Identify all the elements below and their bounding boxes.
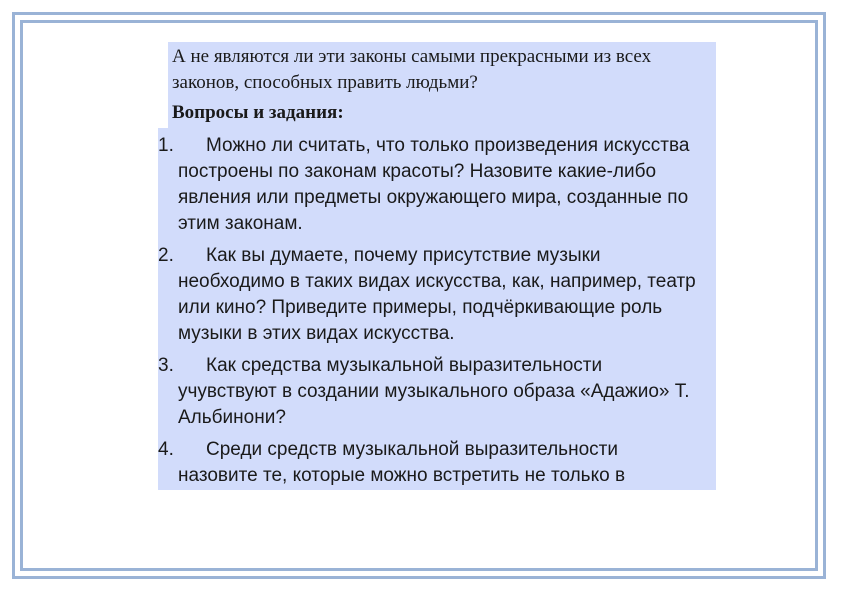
list-item-number: 2. <box>158 245 174 266</box>
list-item-text: Среди средств музыкальной выразительности назовите те, которые можно встретить не только в <box>178 439 626 486</box>
list-item-number: 4. <box>158 439 174 460</box>
list-item <box>158 243 698 347</box>
list-item <box>158 353 698 431</box>
list-item-text: Можно ли считать, что только произведения искусства построены по законам красоты? Назовите какие-либо явления или предметы окружающего мира, созданные по этим законам. <box>178 135 690 234</box>
list-item-text: Как средства музыкальной выразительности учувствуют в создании музыкального образа «Адажио» Т. Альбинони? <box>178 355 690 428</box>
intro-block <box>168 42 716 128</box>
list-item <box>158 133 698 237</box>
list-item-number: 1. <box>158 135 174 156</box>
intro-paragraph: А не являются ли эти законы самыми прекрасными из всех законов, способных править людьми? <box>172 46 652 93</box>
questions-list <box>158 128 716 490</box>
list-item-text: Как вы думаете, почему присутствие музыки необходимо в таких видах искусства, как, например, театр или кино? Приведите примеры, подчёркивающие роль музыки в этих видах искусства. <box>178 245 696 344</box>
list-item-number: 3. <box>158 355 174 376</box>
list-item <box>158 437 698 489</box>
questions-heading: Вопросы и задания: <box>172 102 344 123</box>
